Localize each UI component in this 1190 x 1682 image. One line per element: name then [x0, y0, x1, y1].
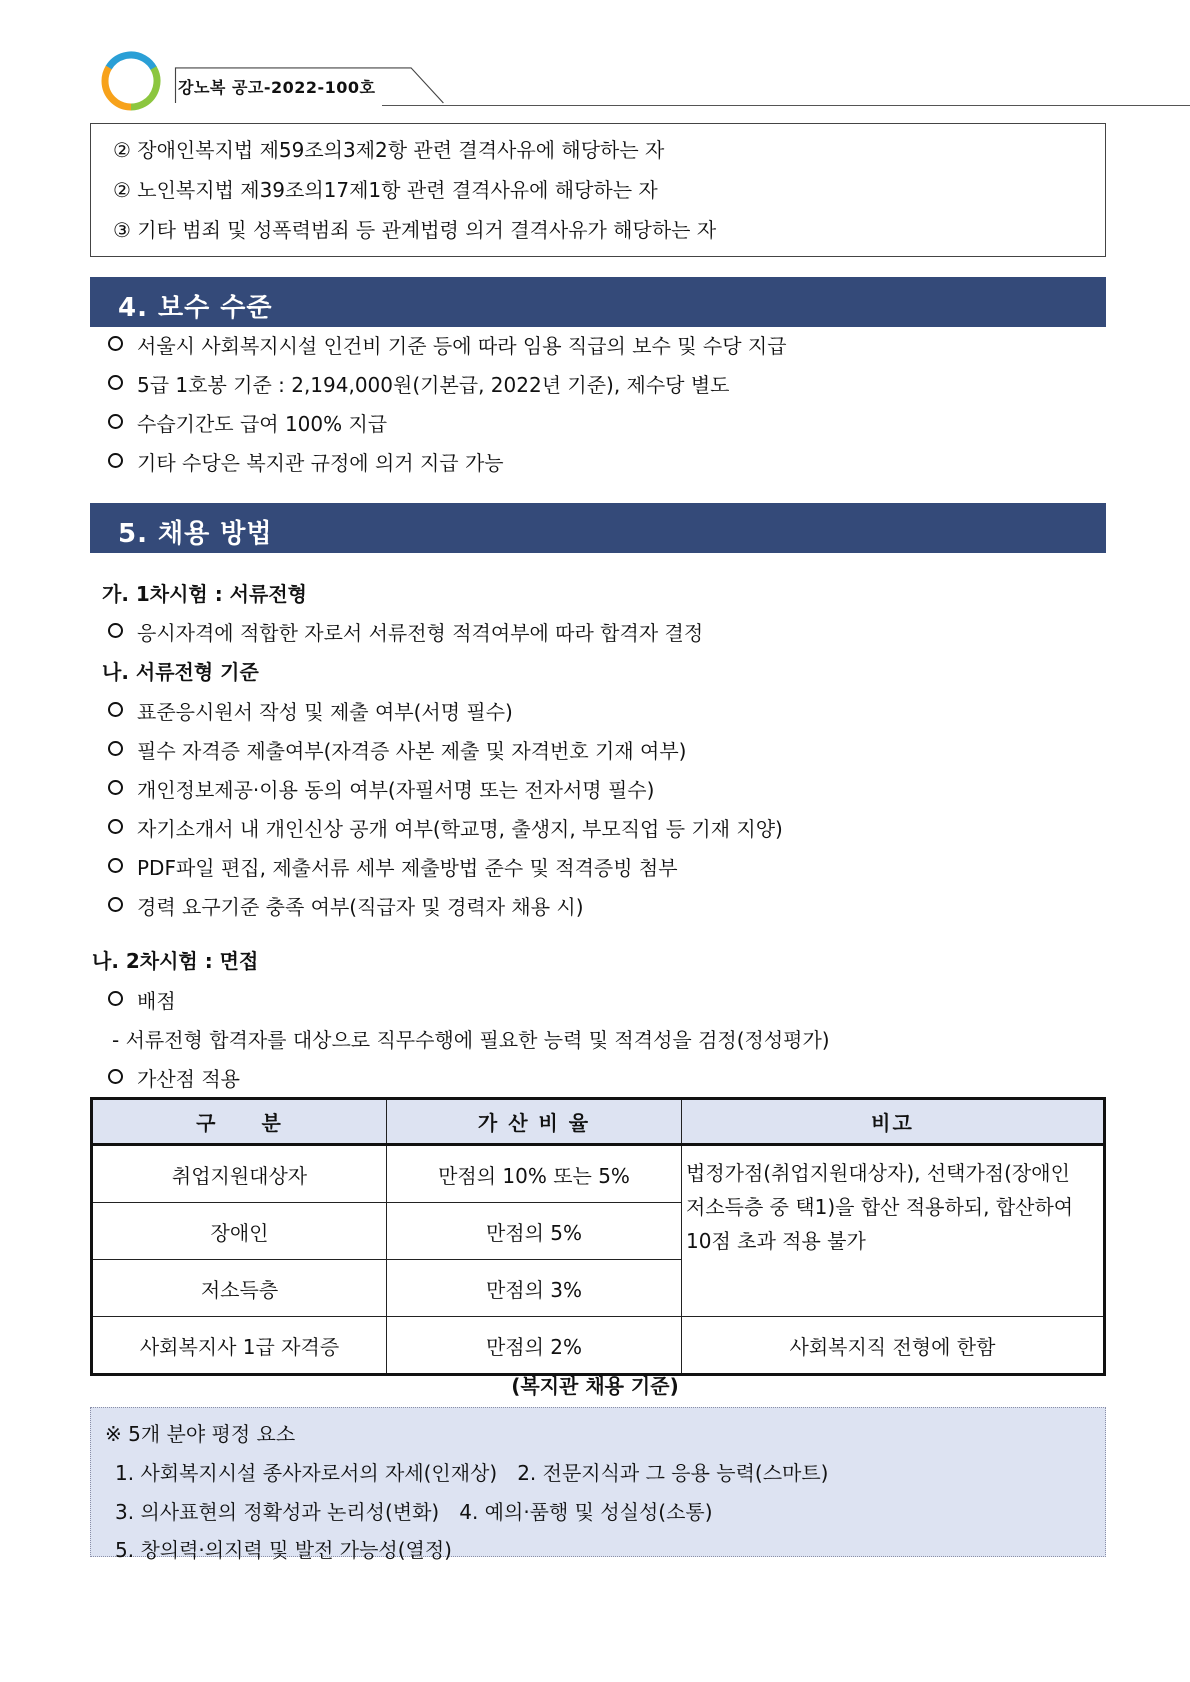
note-line: 법정가점(취업지원대상자), 선택가점(장애인	[686, 1161, 1070, 1185]
evaluation-note-box	[90, 1407, 1106, 1562]
rate-cell: 만점의 5%	[387, 1203, 682, 1260]
circle-bullet-icon	[108, 336, 123, 351]
circle-bullet-icon	[108, 991, 123, 1006]
circle-bullet-icon	[108, 414, 123, 429]
step1-item: 응시자격에 적합한 자로서 서류전형 적격여부에 따라 합격자 결정	[108, 617, 703, 646]
header-category: 구 분	[92, 1099, 387, 1145]
criteria-item: 경력 요구기준 충족 여부(직급자 및 경력자 채용 시)	[108, 891, 584, 920]
step2-title: 나. 2차시험 : 면접	[92, 949, 259, 973]
category-cell: 장애인	[92, 1203, 387, 1260]
score-label: 배점	[108, 985, 176, 1014]
step1-title: 가. 1차시험 : 서류전형	[102, 582, 307, 606]
category-cell: 취업지원대상자	[92, 1145, 387, 1203]
evaluation-note-title: ※ 5개 분야 평정 요소	[105, 1422, 296, 1446]
criteria-item: 개인정보제공·이용 동의 여부(자필서명 또는 전자서명 필수)	[108, 774, 654, 803]
circle-bullet-icon	[108, 780, 123, 795]
circle-bullet-icon	[108, 375, 123, 390]
table-row	[92, 1317, 1105, 1375]
disqualification-item: ② 노인복지법 제39조의17제1항 관련 결격사유에 해당하는 자	[113, 178, 658, 202]
notice-number: 강노복 공고-2022-100호	[178, 78, 376, 97]
header-rate: 가 산 비 율	[387, 1099, 682, 1145]
merged-note-cell	[682, 1145, 1105, 1317]
rate-cell: 만점의 2%	[387, 1317, 682, 1375]
header-note: 비고	[682, 1099, 1105, 1145]
table-caption: (복지관 채용 기준)	[511, 1374, 679, 1398]
disqualification-item: ② 장애인복지법 제59조의3제2항 관련 결격사유에 해당하는 자	[113, 138, 665, 162]
note-line: 10점 초과 적용 불가	[686, 1229, 866, 1253]
rate-cell: 만점의 3%	[387, 1260, 682, 1317]
criteria-item: 표준응시원서 작성 및 제출 여부(서명 필수)	[108, 696, 513, 725]
header-divider	[382, 105, 1190, 106]
bonus-label: 가산점 적용	[108, 1063, 240, 1092]
note-cell: 사회복지직 전형에 한함	[682, 1317, 1105, 1375]
note-line: 저소득층 중 택1)을 합산 적용하되, 합산하여	[686, 1195, 1074, 1219]
section-4-header	[90, 277, 1106, 327]
evaluation-note-line: 3. 의사표현의 정확성과 논리성(변화) 4. 예의·품행 및 성실성(소통)	[115, 1500, 713, 1524]
circle-bullet-icon	[108, 819, 123, 834]
table-row	[92, 1145, 1105, 1203]
criteria-item: PDF파일 편집, 제출서류 세부 제출방법 준수 및 적격증빙 첨부	[108, 852, 678, 881]
organization-logo-icon	[100, 50, 162, 112]
bonus-points-table	[90, 1097, 1106, 1376]
score-description: - 서류전형 합격자를 대상으로 직무수행에 필요한 능력 및 적격성을 검정(정성평가)	[112, 1028, 830, 1052]
section-title: 4. 보수 수준	[118, 293, 273, 323]
circle-bullet-icon	[108, 858, 123, 873]
circle-bullet-icon	[108, 897, 123, 912]
section-5-header	[90, 503, 1106, 553]
section-title: 5. 채용 방법	[118, 519, 273, 549]
circle-bullet-icon	[108, 702, 123, 717]
salary-item: 5급 1호봉 기준 : 2,194,000원(기본급, 2022년 기준), 제수당 별도	[108, 369, 730, 398]
circle-bullet-icon	[108, 741, 123, 756]
circle-bullet-icon	[108, 1069, 123, 1084]
criteria-item: 필수 자격증 제출여부(자격증 사본 제출 및 자격번호 기재 여부)	[108, 735, 686, 764]
table-header-row	[92, 1099, 1105, 1145]
circle-bullet-icon	[108, 453, 123, 468]
document-header	[100, 50, 1120, 120]
salary-item: 수습기간도 급여 100% 지급	[108, 408, 387, 437]
salary-item: 서울시 사회복지시설 인건비 기준 등에 따라 임용 직급의 보수 및 수당 지급	[108, 330, 787, 359]
evaluation-note-line: 1. 사회복지시설 종사자로서의 자세(인재상) 2. 전문지식과 그 응용 능력(스마트)	[115, 1461, 829, 1485]
category-cell: 저소득층	[92, 1260, 387, 1317]
disqualification-item: ③ 기타 범죄 및 성폭력범죄 등 관계법령 의거 결격사유가 해당하는 자	[113, 218, 717, 242]
circle-bullet-icon	[108, 623, 123, 638]
evaluation-note-line: 5. 창의력·의지력 및 발전 가능성(열정)	[115, 1538, 452, 1562]
criteria-item: 자기소개서 내 개인신상 공개 여부(학교명, 출생지, 부모직업 등 기재 지양)	[108, 813, 783, 842]
category-cell: 사회복지사 1급 자격증	[92, 1317, 387, 1375]
salary-item: 기타 수당은 복지관 규정에 의거 지급 가능	[108, 447, 504, 476]
disqualification-box	[90, 123, 1106, 257]
criteria-title: 나. 서류전형 기준	[102, 660, 259, 684]
rate-cell: 만점의 10% 또는 5%	[387, 1145, 682, 1203]
